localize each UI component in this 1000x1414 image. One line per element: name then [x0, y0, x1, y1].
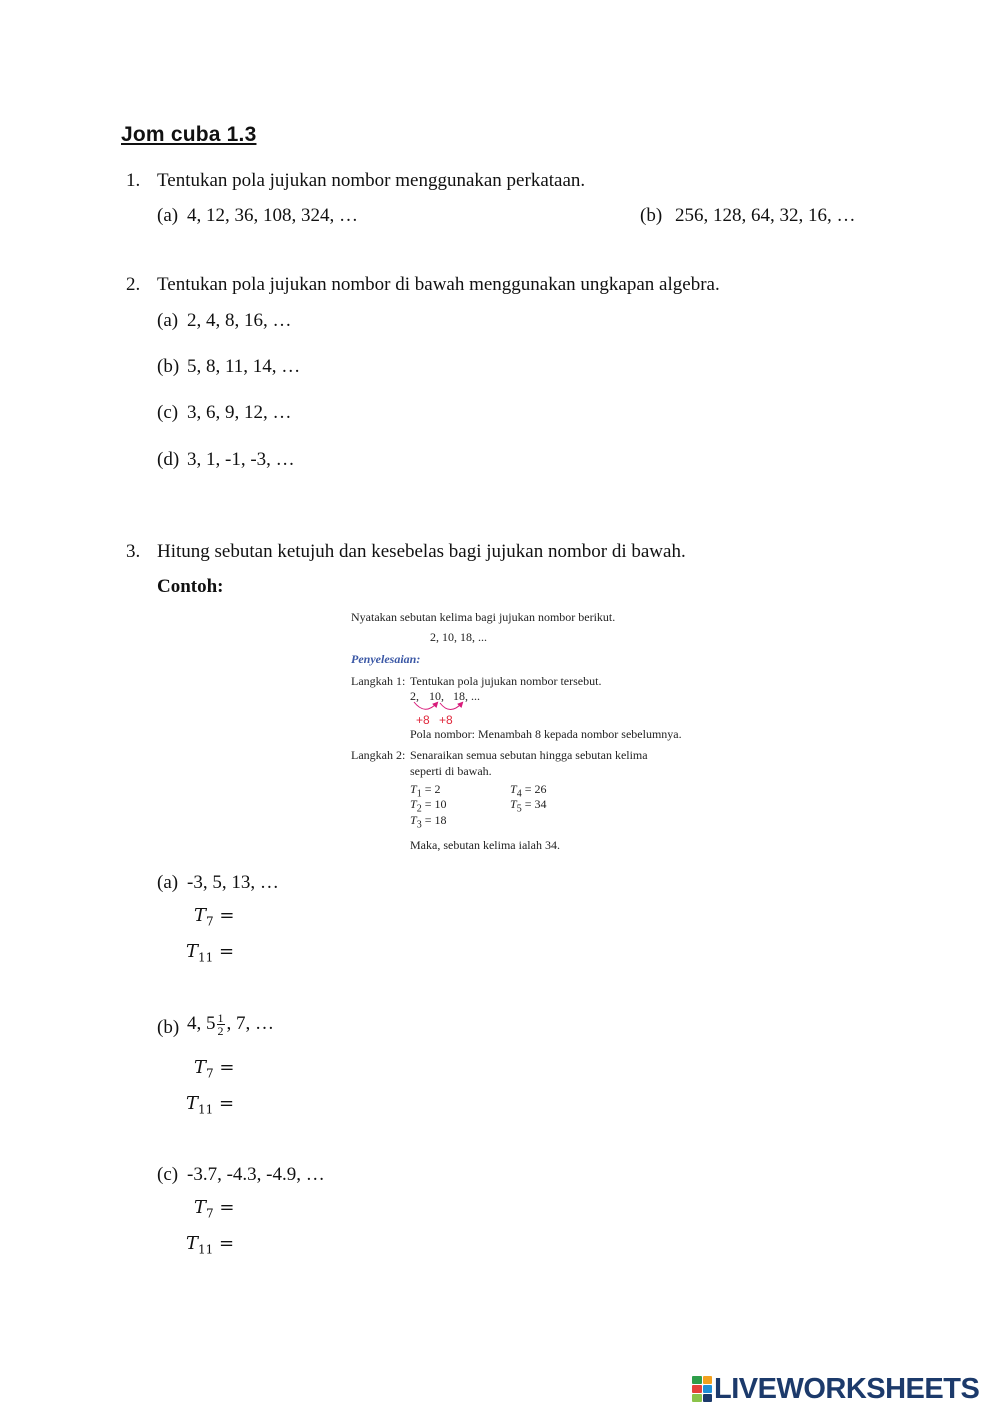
solution-label: Penyelesaian:: [351, 652, 421, 666]
q1-b-sequence: 256, 128, 64, 32, 16, …: [675, 205, 856, 226]
step1-pattern: Pola nombor: Menambah 8 kepada nombor sebelumnya.: [410, 727, 682, 741]
q3-a-sequence: -3, 5, 13, …: [187, 872, 279, 893]
step2-label: Langkah 2:: [351, 748, 406, 762]
q2-a-sequence: 2, 4, 8, 16, …: [187, 310, 292, 331]
q3-c-label: (c): [157, 1164, 179, 1185]
step1-diff-2: +8: [439, 713, 453, 727]
q2-d-label: (d): [157, 449, 180, 470]
term-t4: $T_4 = 26$: [510, 782, 547, 800]
term-t3: $T_3 = 18$: [410, 813, 447, 831]
logo-text: LIVEWORKSHEETS: [714, 1372, 980, 1405]
q3-b-t11: $T_{11}$ =: [186, 1093, 235, 1117]
example-label: Contoh:: [157, 576, 224, 597]
step1-term-2: 10,: [429, 689, 444, 703]
q3-number: 3.: [126, 541, 141, 562]
step1-label: Langkah 1:: [351, 674, 406, 688]
q2-a-label: (a): [157, 310, 179, 331]
example-sequence: 2, 10, 18, ...: [430, 630, 487, 644]
worksheet-title: Jom cuba 1.3: [121, 123, 257, 146]
q1-number: 1.: [126, 170, 141, 191]
q3-a-t11: $T_{11}$ =: [186, 941, 235, 965]
q2-c-sequence: 3, 6, 9, 12, …: [187, 402, 292, 423]
logo-grid-icon: [692, 1376, 712, 1402]
step2-text-1: Senaraikan semua sebutan hingga sebutan kelima: [410, 748, 648, 762]
q1-a-sequence: 4, 12, 36, 108, 324, …: [187, 205, 358, 226]
q1-a-label: (a): [157, 205, 179, 226]
step1-text: Tentukan pola jujukan nombor tersebut.: [410, 674, 602, 688]
q3-a-label: (a): [157, 872, 179, 893]
q2-number: 2.: [126, 274, 141, 295]
q2-b-label: (b): [157, 356, 180, 377]
q2-b-sequence: 5, 8, 11, 14, …: [187, 356, 301, 377]
q2-d-sequence: 3, 1, -1, -3, …: [187, 449, 295, 470]
q1-b-label: (b): [640, 205, 663, 226]
q2-c-label: (c): [157, 402, 179, 423]
step1-diff-1: +8: [416, 713, 430, 727]
q3-c-t11: $T_{11}$ =: [186, 1233, 235, 1257]
q3-b-sequence: 4, 5 $\frac{1}{2}$ , 7, …: [187, 1011, 274, 1038]
q1-text: Tentukan pola jujukan nombor menggunakan perkataan.: [157, 170, 586, 191]
difference-arrows-icon: [410, 700, 480, 714]
term-t5: $T_5 = 34$: [510, 797, 547, 815]
q3-b-t7: $T_7$ =: [194, 1057, 235, 1081]
term-t2: $T_2 = 10$: [410, 797, 447, 815]
q3-c-t7: $T_7$ =: [194, 1197, 235, 1221]
step1-term-3: 18, ...: [453, 689, 480, 703]
q3-a-t7: $T_7$ =: [194, 905, 235, 929]
example-figure: [350, 606, 710, 858]
liveworksheets-logo[interactable]: [692, 1374, 979, 1404]
example-intro: Nyatakan sebutan kelima bagi jujukan nombor berikut.: [351, 610, 616, 624]
q3-c-sequence: -3.7, -4.3, -4.9, …: [187, 1164, 325, 1185]
q3-text: Hitung sebutan ketujuh dan kesebelas bagi jujukan nombor di bawah.: [157, 541, 686, 562]
q2-text: Tentukan pola jujukan nombor di bawah menggunakan ungkapan algebra.: [157, 274, 720, 295]
term-t1: $T_1 = 2$: [410, 782, 441, 800]
fraction-half: $\frac{1}{2}$: [217, 1011, 224, 1038]
step1-term-1: 2,: [410, 689, 419, 703]
q3-b-label: (b): [157, 1017, 180, 1038]
example-conclusion: Maka, sebutan kelima ialah 34.: [410, 838, 560, 852]
step2-text-2: seperti di bawah.: [410, 764, 492, 778]
